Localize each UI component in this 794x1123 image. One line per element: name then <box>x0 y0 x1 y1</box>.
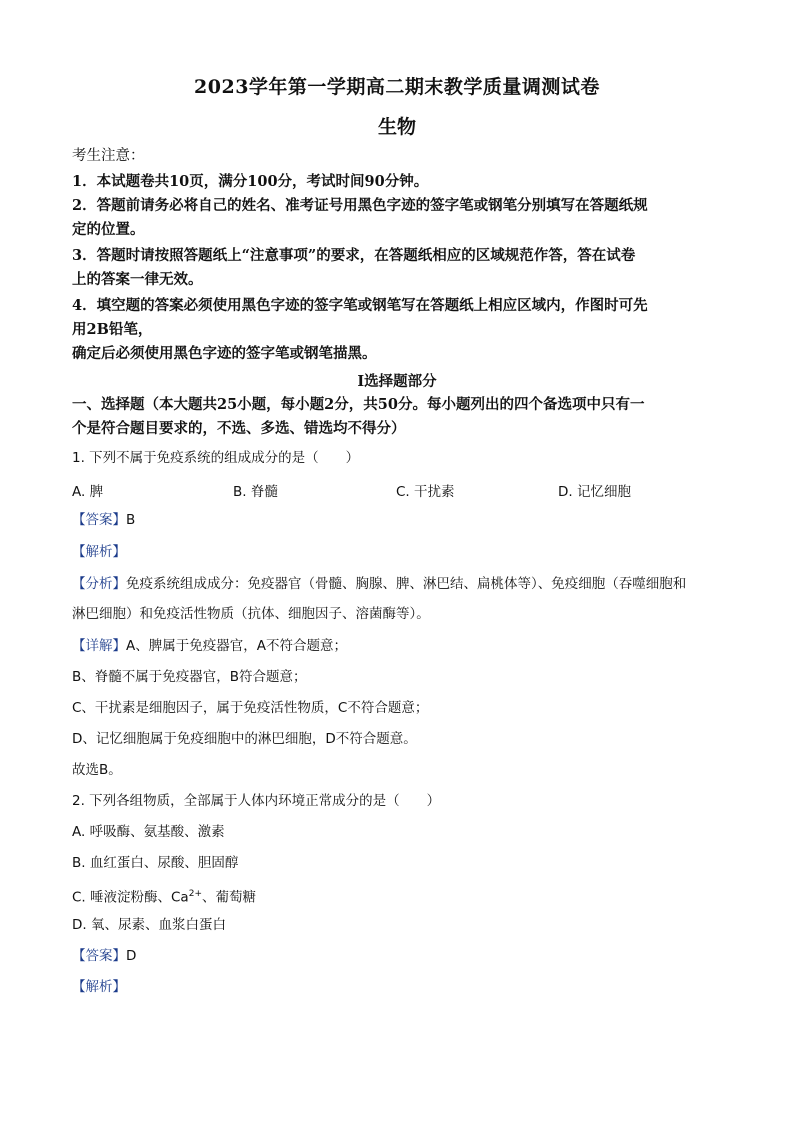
q2-option-c-pre: C. 唾液淀粉酶、Ca <box>72 889 189 906</box>
notice-item-4: 4．填空题的答案必须使用黑色字迹的签字笔或钢笔写在答题纸上相应区域内，作图时可先 <box>72 297 648 314</box>
subject-title: 生物 <box>377 116 416 138</box>
section-title: Ⅰ选择题部分 <box>357 373 437 390</box>
q1-detail-4: D、记忆细胞属于免疫细胞中的淋巴细胞，D不符合题意。 <box>72 731 417 747</box>
q1-option-a: A. 脾 <box>72 484 104 500</box>
q1-option-b: B. 脊髓 <box>233 484 278 500</box>
q2-analysis-tag <box>72 977 722 997</box>
q2-option-a: A. 呼吸酶、氨基酸、激素 <box>72 824 225 840</box>
analysis-tag: 【解析】 <box>72 544 126 560</box>
q1-answer <box>72 510 722 530</box>
q1-stem: 1. 下列不属于免疫系统的组成成分的是（ ） <box>72 450 360 466</box>
detail-tag: 【详解】 <box>72 638 126 654</box>
exam-title: 2023学年第一学期高二期末教学质量调测试卷 <box>194 76 600 98</box>
q1-fenxi-1 <box>72 574 722 594</box>
q1-detail-3: C、干扰素是细胞因子，属于免疫活性物质，C不符合题意； <box>72 700 429 716</box>
notice-item-3-cont: 上的答案一律无效。 <box>72 271 203 288</box>
q2-option-d: D. 氧、尿素、血浆白蛋白 <box>72 917 226 933</box>
q2-stem: 2. 下列各组物质，全部属于人体内环境正常成分的是（ ） <box>72 793 441 809</box>
notice-item-2: 2．答题前请务必将自己的姓名、准考证号用黑色字迹的签字笔或钢笔分别填写在答题纸规 <box>72 197 648 214</box>
q1-analysis-tag <box>72 542 722 562</box>
q2-option-c-post: 、葡萄糖 <box>202 889 256 906</box>
q2-answer <box>72 946 722 966</box>
q1-fenxi-text-1: 免疫系统组成成分：免疫器官（骨髓、胸腺、脾、淋巴结、扁桃体等）、免疫细胞（吞噬细胞和 <box>126 576 687 592</box>
notice-item-3: 3．答题时请按照答题纸上“注意事项”的要求，在答题纸相应的区域规范作答，答在试卷 <box>72 247 636 264</box>
q2-option-b: B. 血红蛋白、尿酸、胆固醇 <box>72 855 239 871</box>
q1-fenxi-2: 淋巴细胞）和免疫活性物质（抗体、细胞因子、溶菌酶等）。 <box>72 606 430 622</box>
q1-detail-text-1: A、脾属于免疫器官，A不符合题意； <box>126 638 347 654</box>
q2-answer-value: D <box>126 948 137 964</box>
section-intro-2: 个是符合题目要求的，不选、多选、错选均不得分） <box>72 420 406 437</box>
notice-item-4-cont: 用2B铅笔， <box>72 321 153 338</box>
notice-item-1: 1．本试题卷共10页，满分100分，考试时间90分钟。 <box>72 173 429 190</box>
q1-option-d: D. 记忆细胞 <box>558 484 631 500</box>
section-intro-1: 一、选择题（本大题共25小题，每小题2分，共50分。每小题列出的四个备选项中只有一 <box>72 396 645 413</box>
answer-tag: 【答案】 <box>72 512 126 528</box>
q2-option-c <box>72 884 722 908</box>
analysis-tag: 【解析】 <box>72 979 126 995</box>
fenxi-tag: 【分析】 <box>72 576 126 592</box>
q1-conclusion: 故选B。 <box>72 762 122 778</box>
q2-option-c-sup: 2+ <box>188 889 202 899</box>
answer-tag: 【答案】 <box>72 948 126 964</box>
q1-answer-value: B <box>126 512 136 528</box>
notice-item-4-end: 确定后必须使用黑色字迹的签字笔或钢笔描黑。 <box>72 345 377 362</box>
q1-detail-2: B、脊髓不属于免疫器官，B符合题意； <box>72 669 307 685</box>
q1-option-c: C. 干扰素 <box>396 484 455 500</box>
notice-heading: 考生注意： <box>72 148 145 164</box>
q1-detail-1 <box>72 636 722 656</box>
notice-item-2-cont: 定的位置。 <box>72 221 145 238</box>
